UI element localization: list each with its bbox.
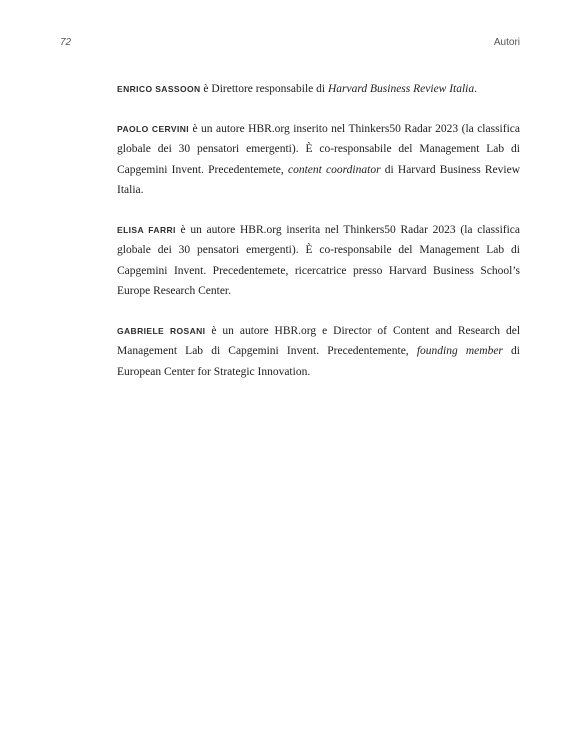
author-name: PAOLO CERVINI — [117, 123, 190, 134]
page-number: 72 — [60, 37, 72, 48]
bio-text: è Direttore responsabile di — [200, 83, 328, 95]
author-bio-cervini — [117, 119, 520, 201]
author-name: GABRIELE ROSANI — [117, 325, 206, 336]
author-name: ENRICO SASSOON — [117, 84, 201, 94]
bio-text: è un autore HBR.org inserita nel Thinkers50 Radar 2023 (la classifica globale dei 30 pensatori emergenti). È co-responsabile del Management Lab di Capgemini Invent. Precedentemete, ricercatrice presso Harvard Business School’s Europe Research Center. — [117, 223, 520, 297]
bio-italic-text: content coordinator — [287, 163, 381, 176]
bio-text: è un autore HBR.org e Director of Content and Research del Management Lab di Capgemini Invent. Precedentemente, — [117, 324, 521, 357]
author-bio-farri — [117, 220, 520, 302]
running-header-section: Autori — [493, 37, 520, 48]
bio-text: di Harvard Business Review Italia. — [117, 163, 520, 196]
bio-text: . — [474, 83, 478, 95]
bio-italic-text: Harvard Business Review Italia — [327, 83, 475, 95]
bio-text: è un autore HBR.org inserito nel Thinkers50 Radar 2023 (la classifica globale dei 30 pensatori emergenti). È co-responsabile del Management Lab di Capgemini Invent. Precedentemete, — [117, 122, 520, 176]
author-name: ELISA FARRI — [117, 224, 176, 235]
author-bio-sassoon — [117, 79, 520, 100]
author-bios — [117, 79, 520, 401]
author-bio-rosani — [117, 321, 520, 383]
bio-text: di European Center for Strategic Innovation. — [117, 345, 520, 378]
bio-italic-text: founding member — [416, 345, 503, 357]
